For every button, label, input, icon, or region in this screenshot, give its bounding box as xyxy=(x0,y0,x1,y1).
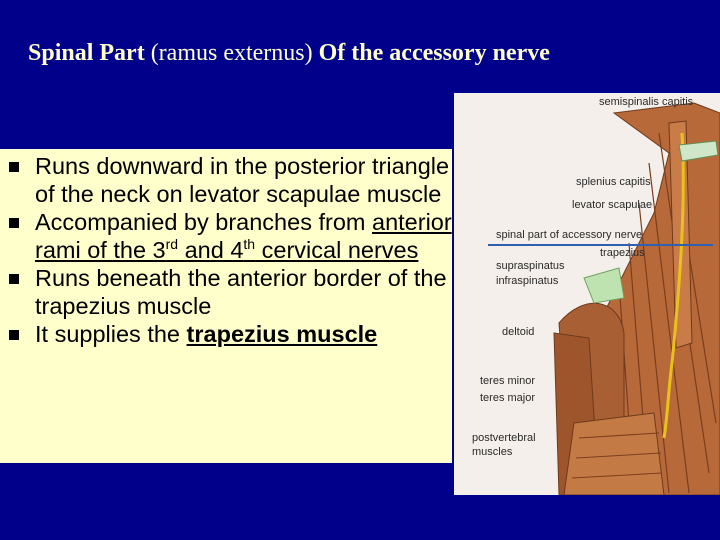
superscript-th: th xyxy=(243,236,256,252)
title-part-spinal: Spinal Part xyxy=(28,40,145,66)
bullet-text-4-strong: trapezius muscle xyxy=(186,321,378,347)
bullet-text-2-part2: and 4 xyxy=(178,237,244,263)
square-bullet-icon xyxy=(9,274,19,284)
square-bullet-icon xyxy=(9,162,19,172)
label-infraspinatus: infraspinatus xyxy=(496,275,559,287)
label-supraspinatus: supraspinatus xyxy=(496,260,565,272)
label-deltoid: deltoid xyxy=(502,326,535,338)
bullet-text-3: Runs beneath the anterior border of the trapezius muscle xyxy=(35,265,447,319)
bullet-text-2-part1: anterior rami of the 3 xyxy=(35,209,452,263)
bullet-box xyxy=(0,149,452,463)
label-muscles: muscles xyxy=(472,446,513,458)
label-semispinalis-capitis: semispinalis capitis xyxy=(599,96,694,108)
nerve-pointer-line xyxy=(488,244,713,246)
supraspinatus-highlight xyxy=(584,268,624,303)
bullet-item-1 xyxy=(0,152,452,208)
label-trapezius: trapezius xyxy=(600,247,645,259)
bullet-text-4-prefix: It supplies the xyxy=(35,321,187,347)
superscript-rd: rd xyxy=(165,236,179,252)
bullet-text-1: Runs downward in the posterior triangle of the neck on levator scapulae muscle xyxy=(35,153,450,207)
bullet-text-2-part3: cervical nerves xyxy=(255,237,419,263)
label-postvertebral: postvertebral xyxy=(472,432,536,444)
square-bullet-icon xyxy=(9,218,19,228)
bullet-item-3 xyxy=(0,264,452,320)
bullet-list xyxy=(0,149,452,348)
bullet-item-2 xyxy=(0,208,452,264)
title-part-ramus: (ramus externus) xyxy=(144,40,319,66)
label-teres-major: teres major xyxy=(480,392,536,404)
label-spinal-part-accessory-nerve: spinal part of accessory nerve xyxy=(496,229,643,241)
label-teres-minor: teres minor xyxy=(480,375,536,387)
slide-title xyxy=(28,40,668,67)
bullet-text-2-prefix: Accompanied by branches from xyxy=(35,209,372,235)
label-levator-scapulae: levator scapulae xyxy=(572,199,653,211)
square-bullet-icon xyxy=(9,330,19,340)
label-splenius-capitis: splenius capitis xyxy=(576,176,651,188)
bullet-item-4 xyxy=(0,320,452,348)
title-part-nerve: Of the accessory nerve xyxy=(318,40,550,66)
anatomy-figure xyxy=(454,93,720,495)
